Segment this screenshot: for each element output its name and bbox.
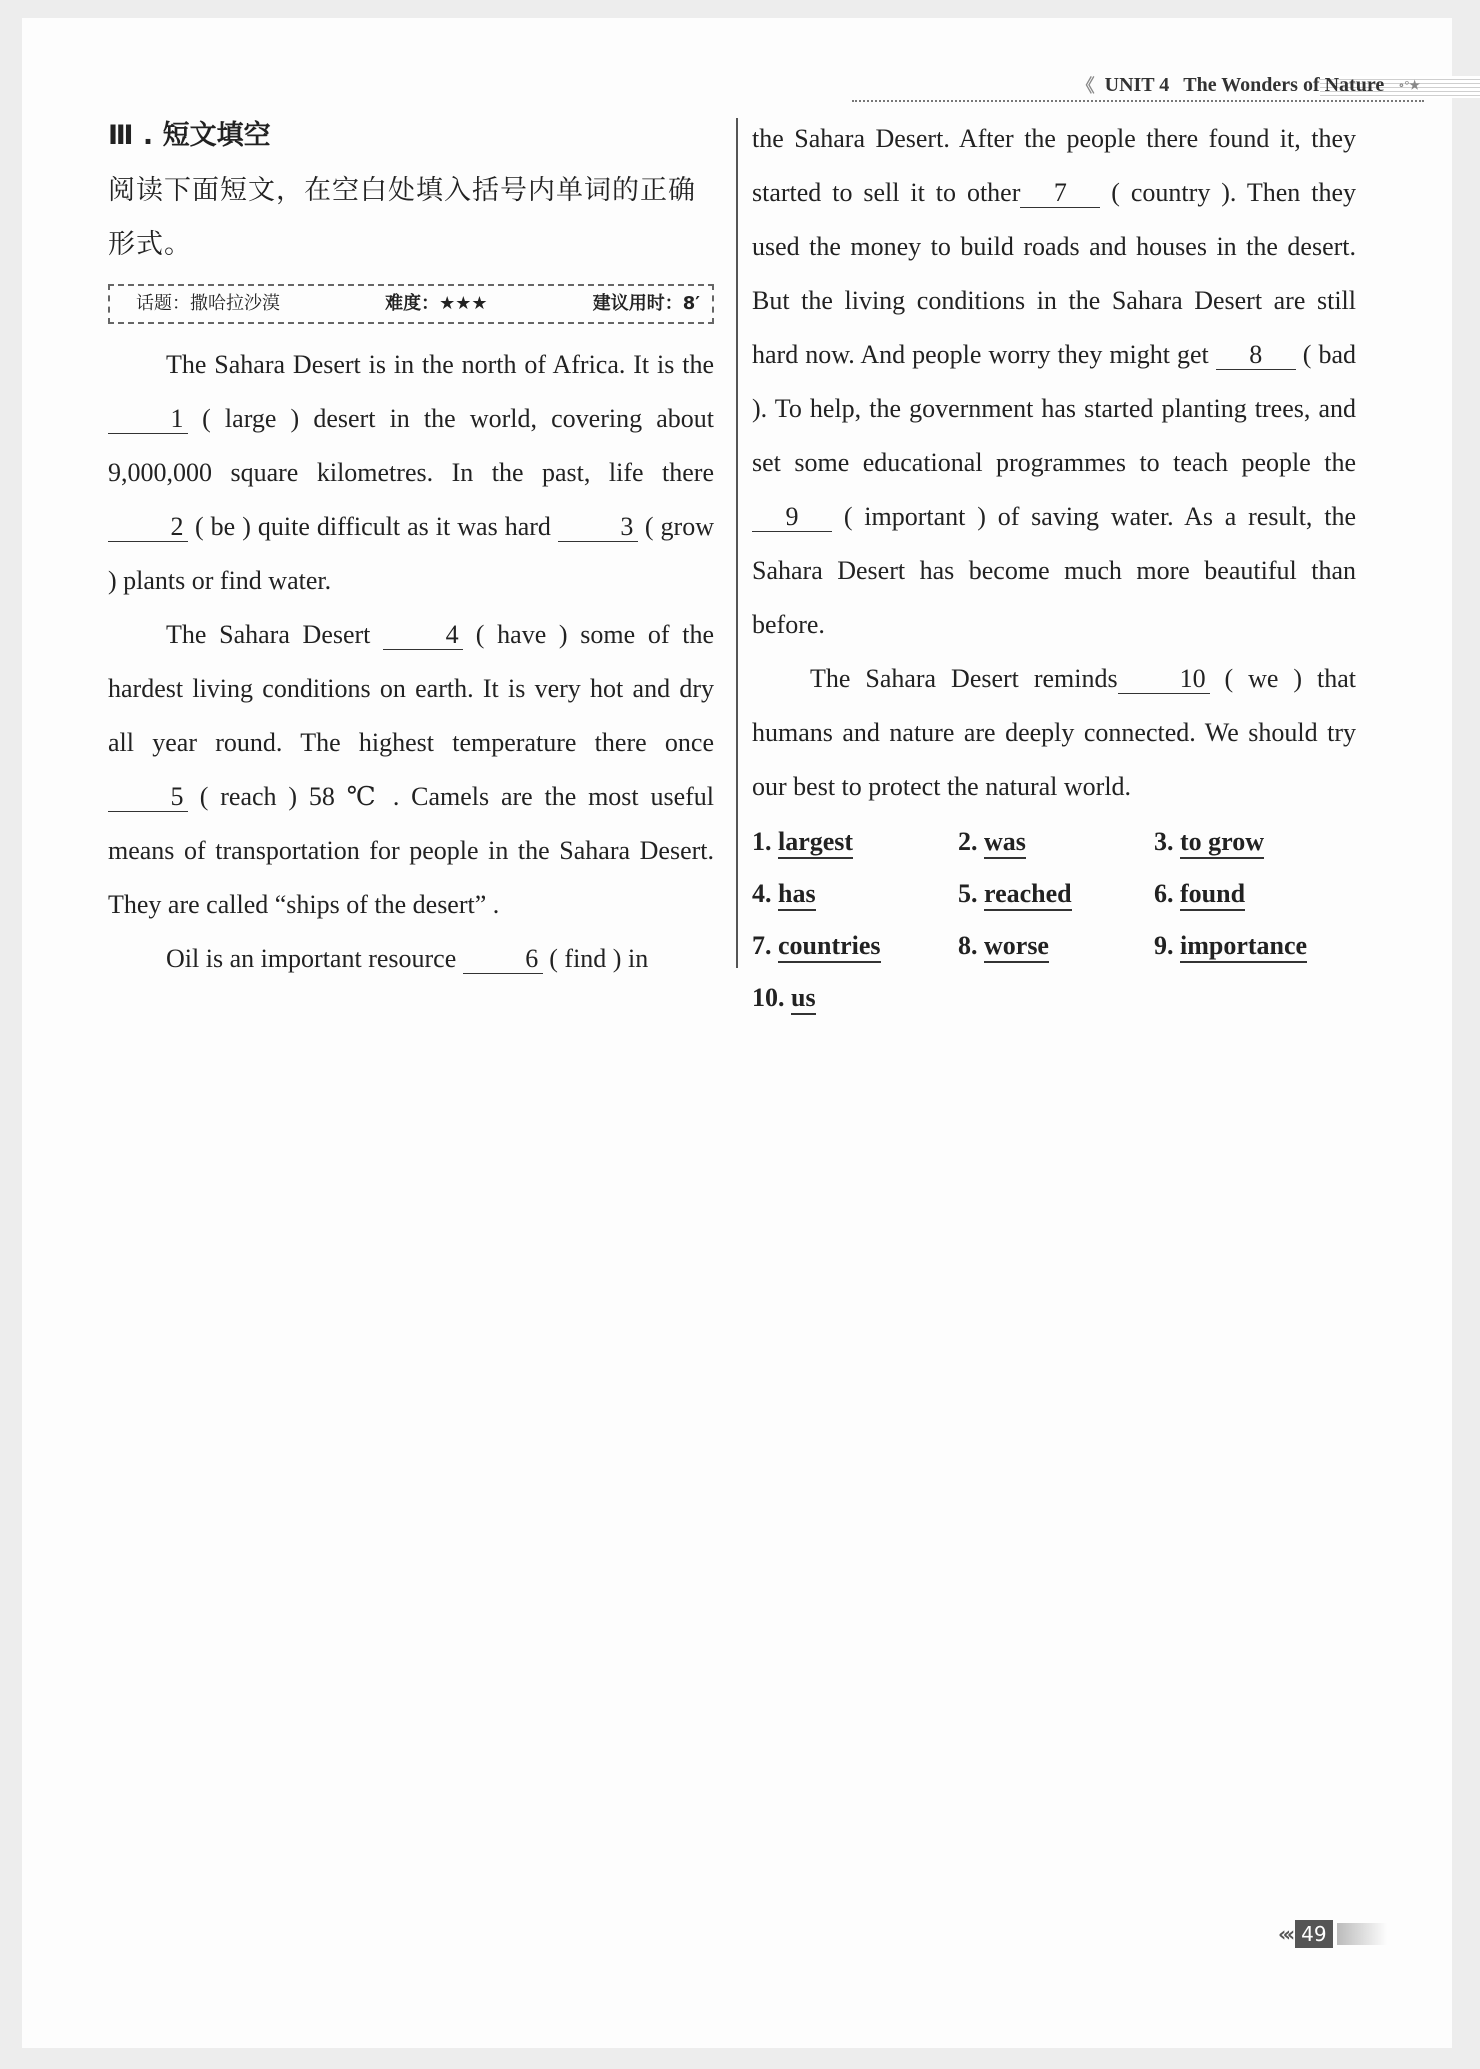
paragraph-3-start: [108, 932, 714, 986]
exercise-meta-box: [108, 284, 714, 324]
text: The Sahara Desert is in the north of Africa. It is the: [166, 350, 714, 379]
answer-item: [752, 920, 958, 972]
answer-number: 5.: [958, 879, 978, 908]
answer-number: 8.: [958, 931, 978, 960]
page-number: [1278, 1920, 1387, 1948]
section-instruction: 阅读下面短文，在空白处填入括号内单词的正确形式。: [108, 175, 696, 260]
text: ( find ) in: [542, 944, 649, 973]
header-rule: [852, 100, 1424, 102]
blank-3: 3: [558, 513, 638, 542]
answer-number: 9.: [1154, 931, 1174, 960]
text: ( country ). Then they used the money to build roads and houses in the desert. But the living conditions in the Sahara Desert are still hard now. And people worry they might get: [752, 178, 1356, 369]
unit-label: UNIT 4: [1104, 73, 1170, 96]
double-chevron-icon: 《: [1076, 76, 1091, 96]
answer-word: has: [778, 879, 816, 911]
answer-number: 1.: [752, 827, 772, 856]
answer-number: 6.: [1154, 879, 1174, 908]
topic-label: 话题：撒哈拉沙漠: [136, 293, 280, 314]
running-header: [1077, 68, 1420, 102]
blank-1: 1: [108, 405, 188, 434]
blank-7: 7: [1020, 179, 1100, 208]
column-divider: [736, 118, 738, 968]
answer-item: [958, 816, 1154, 868]
paragraph-2: [108, 608, 714, 932]
answer-item: [752, 868, 958, 920]
blank-6: 6: [463, 945, 543, 974]
text: ( we ) that humans and nature are deeply connected. We should try our best to protect the natural world.: [752, 664, 1356, 801]
answer-item: [1154, 816, 1354, 868]
blank-4: 4: [383, 621, 463, 650]
answer-word: importance: [1180, 931, 1307, 963]
star-icon: ∘°★: [1398, 77, 1420, 92]
answer-key: [752, 816, 1356, 1024]
text: ( have ) some of the hardest living conditions on earth. It is very hot and dry all year round. The highest temperature there once: [108, 620, 714, 757]
text: The Sahara Desert: [166, 620, 384, 649]
page-number-value: 49: [1295, 1920, 1332, 1948]
answer-number: 10.: [752, 983, 785, 1012]
text: The Sahara Desert reminds: [810, 664, 1118, 693]
blank-9: 9: [752, 503, 832, 532]
blank-2: 2: [108, 513, 188, 542]
answer-word: us: [791, 983, 816, 1015]
answer-item: [1154, 920, 1354, 972]
answer-item: [752, 816, 958, 868]
answer-number: 2.: [958, 827, 978, 856]
text: ( bad ). To help, the government has started planting trees, and set some educational programmes to teach people the: [752, 340, 1356, 477]
text: Oil is an important resource: [166, 944, 463, 973]
answer-number: 7.: [752, 931, 772, 960]
answer-word: to grow: [1180, 827, 1264, 859]
blank-8: 8: [1216, 341, 1296, 370]
answer-number: 3.: [1154, 827, 1174, 856]
answer-word: reached: [984, 879, 1072, 911]
section-title: Ⅲ . 短文填空: [108, 120, 271, 151]
left-column: [108, 112, 714, 986]
answer-number: 4.: [752, 879, 772, 908]
answer-item: [1154, 868, 1354, 920]
text: ( grow ) plants or find water.: [108, 512, 714, 595]
text: ( large ) desert in the world, covering about 9,000,000 square kilometres. In the past, life there: [108, 404, 714, 487]
text: ( important ) of saving water. As a result, the Sahara Desert has become much more beautiful than before.: [752, 502, 1356, 639]
difficulty-label: 难度：★★★: [385, 293, 488, 314]
answer-word: countries: [778, 931, 881, 963]
unit-title: The Wonders of Nature: [1183, 73, 1385, 96]
double-left-arrow-icon: «‹: [1278, 1922, 1292, 1946]
blank-5: 5: [108, 783, 188, 812]
answer-word: largest: [778, 827, 853, 859]
paragraph-1: [108, 338, 714, 608]
text: the Sahara Desert. After the people there found it, they started to sell it to other: [752, 124, 1356, 207]
right-column: [752, 112, 1356, 1024]
answer-item: [752, 972, 958, 1024]
paragraph-4: [752, 652, 1356, 814]
answer-word: was: [984, 827, 1026, 859]
page-number-fade: [1337, 1923, 1387, 1945]
answer-word: worse: [984, 931, 1049, 963]
answer-item: [958, 920, 1154, 972]
time-label: 建议用时：8′: [592, 293, 700, 314]
paragraph-3-continued: [752, 112, 1356, 652]
text: ( reach ) 58 ℃ . Camels are the most useful means of transportation for people in the Sahara Desert. They are called “ships of the desert” .: [108, 782, 714, 919]
answer-word: found: [1180, 879, 1245, 911]
blank-10: 10: [1118, 665, 1210, 694]
text: ( be ) quite difficult as it was hard: [188, 512, 558, 541]
answer-item: [958, 868, 1154, 920]
